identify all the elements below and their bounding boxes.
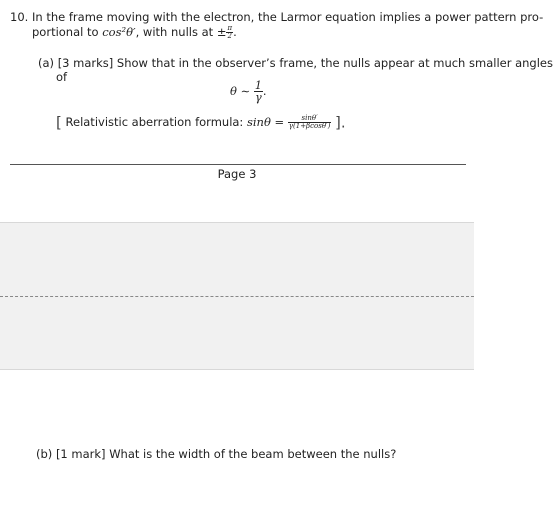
part-b-label: (b) — [36, 447, 53, 461]
hint-denominator: γ(1+βcosθ′) — [288, 122, 331, 130]
part-a-text-line2: of — [56, 70, 68, 84]
question-number: 10. — [10, 10, 29, 24]
question-text-line2 — [32, 25, 237, 40]
hint-numerator: sinθ′ — [288, 115, 332, 123]
formula-numerator: 1 — [254, 79, 262, 92]
hint-lhs: sinθ = — [246, 115, 285, 129]
question-line2-mid: , with nulls at ± — [135, 25, 227, 39]
question-text-line1: In the frame moving with the electron, the Larmor equation implies a power pattern pro- — [32, 10, 544, 24]
aberration-hint — [56, 115, 346, 130]
pi-symbol: π — [227, 24, 233, 32]
band-bottom-edge — [0, 369, 474, 370]
part-a-text-line1: Show that in the observer’s frame, the nulls appear at much smaller angles — [116, 56, 553, 70]
cos-expression: cos²θ′ — [102, 25, 136, 39]
band-top-edge — [0, 222, 474, 223]
theta-formula-lhs: θ ∼ — [230, 84, 251, 98]
part-a-label: (a) — [38, 56, 55, 70]
page-divider — [10, 164, 466, 165]
part-b — [36, 447, 396, 461]
one-over-gamma-fraction — [254, 80, 263, 103]
hint-open-bracket: [ — [56, 113, 62, 132]
part-b-marks: [1 mark] — [55, 447, 106, 461]
page-number: Page 3 — [217, 167, 257, 181]
formula-end: . — [262, 84, 267, 98]
part-a-marks: [3 marks] — [57, 56, 114, 70]
part-b-text: What is the width of the beam between the nulls? — [109, 447, 397, 461]
aberration-fraction — [288, 115, 332, 130]
hint-close-bracket: ]. — [335, 113, 346, 132]
part-a-line1 — [38, 56, 553, 70]
theta-formula — [230, 80, 267, 103]
two-denominator: 2 — [227, 32, 232, 40]
hint-label: Relativistic aberration formula: — [65, 115, 244, 129]
question-line2-prefix: portional to — [32, 25, 103, 39]
formula-denominator: γ — [255, 91, 262, 104]
page-break-dashed-line — [0, 296, 474, 297]
question-line2-end: . — [233, 25, 237, 39]
